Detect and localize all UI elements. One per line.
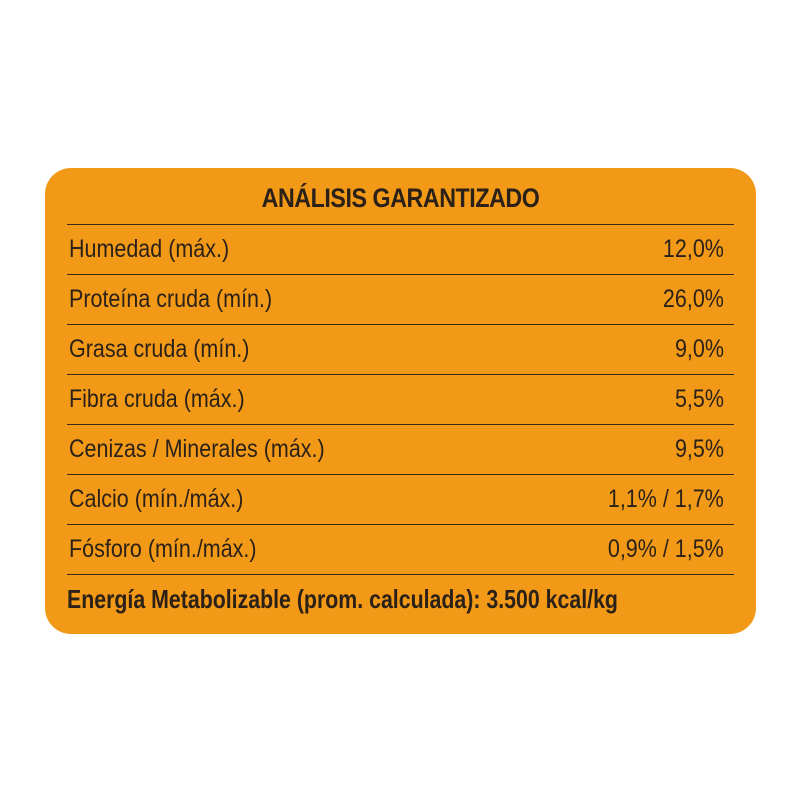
row-value: 9,5% bbox=[674, 435, 724, 463]
analysis-table bbox=[67, 224, 734, 575]
table-row bbox=[67, 474, 734, 524]
row-value: 1,1% / 1,7% bbox=[608, 485, 724, 513]
panel-title: ANÁLISIS GARANTIZADO bbox=[261, 183, 540, 213]
row-value: 26,0% bbox=[663, 285, 724, 313]
table-row bbox=[67, 274, 734, 324]
row-label: Humedad (máx.) bbox=[69, 235, 230, 263]
row-label: Calcio (mín./máx.) bbox=[69, 485, 244, 513]
row-value: 9,0% bbox=[674, 335, 724, 363]
row-label: Grasa cruda (mín.) bbox=[69, 335, 250, 363]
table-row bbox=[67, 324, 734, 374]
table-row bbox=[67, 524, 734, 575]
row-value: 0,9% / 1,5% bbox=[608, 535, 724, 563]
table-row bbox=[67, 224, 734, 274]
guaranteed-analysis-panel bbox=[45, 168, 756, 634]
row-label: Cenizas / Minerales (máx.) bbox=[69, 435, 325, 463]
table-row bbox=[67, 374, 734, 424]
row-label: Fósforo (mín./máx.) bbox=[69, 535, 257, 563]
row-value: 12,0% bbox=[663, 235, 724, 263]
row-label: Proteína cruda (mín.) bbox=[69, 285, 273, 313]
metabolizable-energy-line: Energía Metabolizable (prom. calculada): 3.500 kcal/kg bbox=[67, 584, 618, 614]
row-label: Fibra cruda (máx.) bbox=[69, 385, 245, 413]
row-value: 5,5% bbox=[674, 385, 724, 413]
table-row bbox=[67, 424, 734, 474]
